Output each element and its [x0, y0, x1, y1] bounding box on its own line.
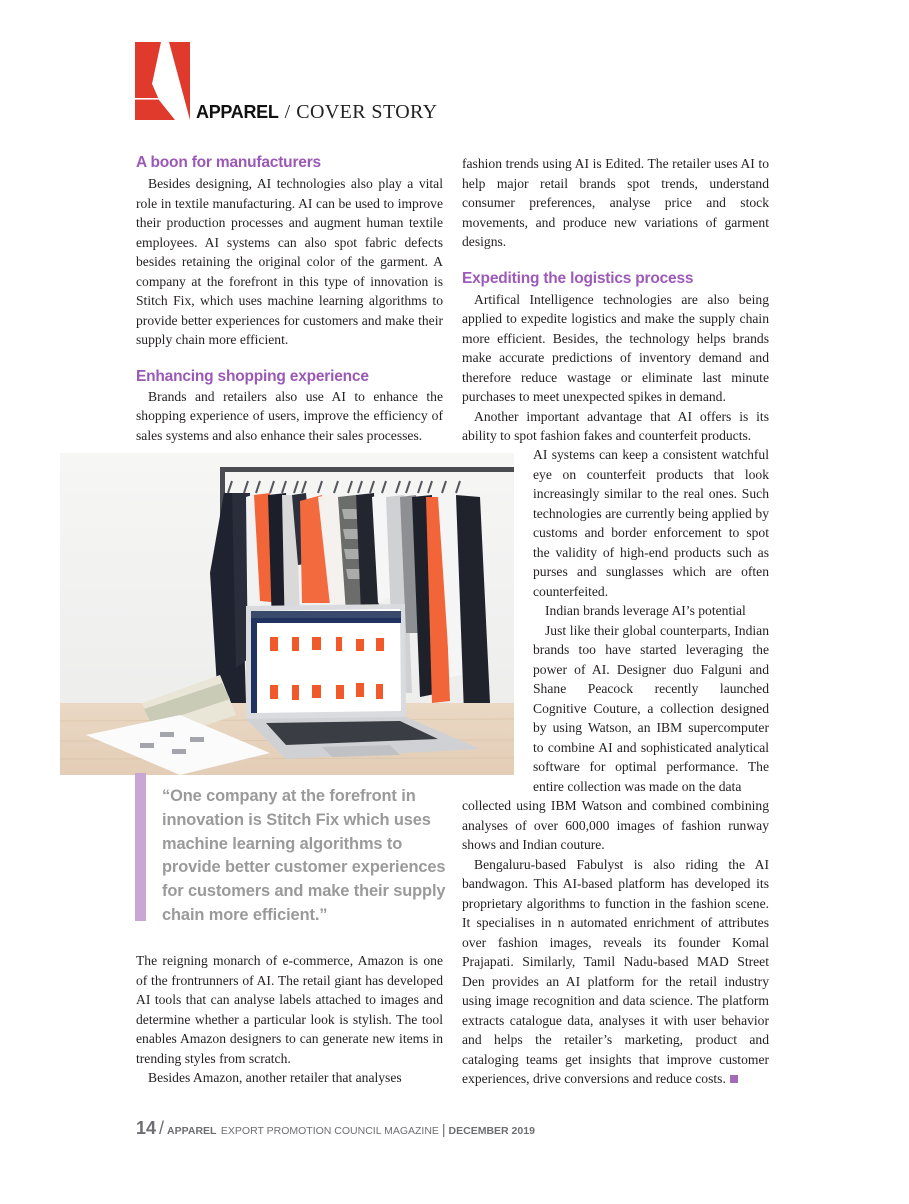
brand-name: APPAREL: [196, 102, 279, 122]
left-column-bottom: [136, 951, 443, 1088]
heading-boon-for-manufacturers: A boon for manufacturers: [136, 154, 321, 171]
end-mark-icon: [730, 1075, 738, 1083]
heading-expediting-logistics: Expediting the logistics process: [462, 269, 694, 287]
pull-quote-accent-bar: [135, 773, 146, 921]
right-column-bottom: [462, 796, 769, 1089]
paragraph: collected using IBM Watson and combined combining analyses of over 600,000 images of fashion runway shows and Indian couture.: [462, 798, 769, 852]
paragraph: Besides Amazon, another retailer that analyses: [148, 1070, 402, 1085]
footer-divider: |: [441, 1121, 446, 1137]
subheading-indian-brands: Indian brands leverage AI’s potential: [545, 603, 746, 618]
paragraph: The reigning monarch of e-commerce, Amazon is one of the frontrunners of AI. The retail giant has developed AI tools that can analyse labels attached to images and determine whether a particular look is stylish. The tool enables Amazon designers to can generate new items in trending styles from scratch.: [136, 953, 443, 1066]
footer-magazine-name: EXPORT PROMOTION COUNCIL MAGAZINE: [220, 1125, 439, 1137]
section-name: COVER STORY: [296, 101, 438, 123]
rack-bar: [220, 467, 514, 472]
right-column-top: [462, 154, 769, 446]
paragraph: AI systems can keep a consistent watchful eye on counterfeit products that look increasingly similar to the real ones. Such technologies are currently being applied by customs and border enforcement to spot the validity of high-end products such as purses and sunglasses which are often counterfeited.: [533, 447, 769, 599]
section-separator: /: [284, 101, 291, 123]
paragraph: Artifical Intelligence technologies are also being applied to expedite logistics and make the supply chain more efficient. Besides, the technology helps brands make accurate predictions of inventory demand and therefore reduce wastage or eliminate last minute purchases to meet unexpected spikes in demand.: [462, 291, 769, 404]
footer-slash: /: [159, 1118, 165, 1138]
page-footer: [136, 1118, 535, 1139]
paragraph-text: Bengaluru-based Fabulyst is also riding the AI bandwagon. This AI-based platform has developed its proprietary algorithms to function in the fashion scene. It specialises in n automated enrichment of attributes over fashion images, reveals its founder Komal Prajapati. Similarly, Tamil Nadu-based MAD Street Den provides an AI platform for the retail industry using image recognition and data science. The platform extracts catalogue data, analyses it with user behavior and helps the retailer’s marketing, product and cataloging teams get insights that improve customer experiences, drive conversions and reduce costs.: [462, 856, 769, 1086]
paragraph: Brands and retailers also use AI to enhance the shopping experience of users, improve the efficiency of sales systems and also enhance their sales processes.: [136, 388, 443, 443]
left-column-top: [136, 153, 443, 445]
page-number: 14: [136, 1118, 157, 1138]
paragraph: Another important advantage that AI offers is its ability to spot fashion fakes and counterfeit products.: [462, 408, 769, 443]
paragraph: fashion trends using AI is Edited. The retailer uses AI to help major retail brands spot trends, understand consumer preferences, analyse price and stock movements, and produce new variations of garment designs.: [462, 156, 769, 249]
section-label: [196, 100, 438, 124]
paragraph: [462, 855, 769, 1089]
heading-enhancing-shopping-experience: Enhancing shopping experience: [136, 367, 369, 385]
clothing-rack-laptop-photo: [60, 453, 514, 775]
apparel-logo: [135, 42, 190, 120]
right-column-wrapped: [533, 445, 769, 796]
paragraph: Besides designing, AI technologies also play a vital role in textile manufacturing. AI can be used to improve their production processes and augment human textile employees. AI systems can also spot fabric defects besides retaining the original color of the garment. A company at the forefront in this type of innovation is Stitch Fix, which uses machine learning algorithms to provide better experiences for customers and make their supply chain more efficient.: [136, 176, 443, 347]
pull-quote: “One company at the forefront in innovation is Stitch Fix which uses machine learning algorithms to provide better customer experiences for customers and make their supply chain more efficient.”: [162, 787, 446, 924]
photo-illustration: [60, 453, 514, 775]
footer-magazine-brand: APPAREL: [167, 1125, 217, 1137]
paragraph: Just like their global counterparts, Indian brands too have started leveraging the power of AI. Designer duo Falguni and Shane Peacock recently launched Cognitive Couture, a collection designed by using Watson, an IBM supercomputer to combine AI and sophisticated analytical software for optimal performance. The entire collection was made on the data: [533, 622, 769, 794]
footer-issue-date: DECEMBER 2019: [448, 1125, 535, 1137]
